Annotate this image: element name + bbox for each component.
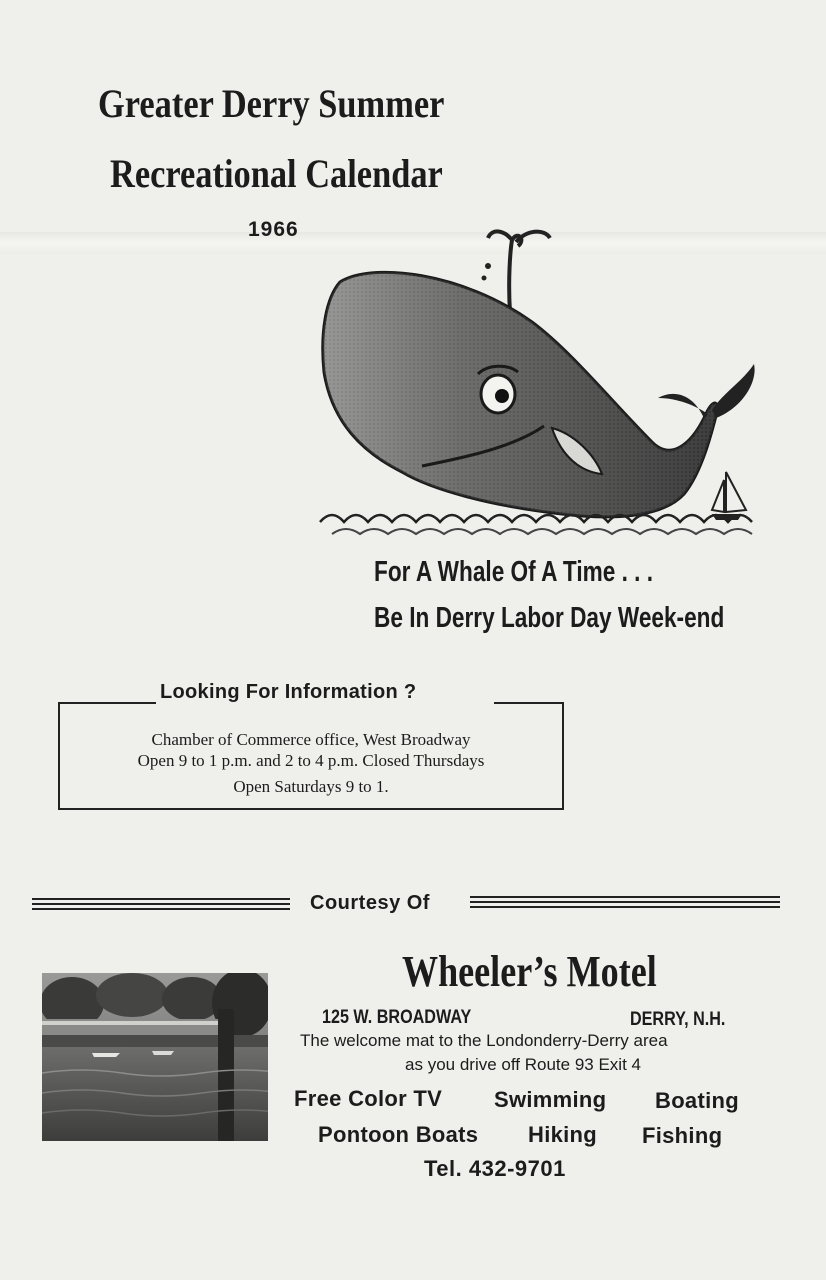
info-line-1: Chamber of Commerce office, West Broadway — [151, 730, 471, 749]
slogan-line-1: For A Whale Of A Time . . . — [374, 556, 654, 588]
motel-name: Wheeler’s Motel — [402, 947, 657, 996]
amenity-swimming: Swimming — [494, 1087, 607, 1112]
whale-illustration — [312, 222, 772, 542]
motel-lake-photo — [42, 973, 268, 1141]
amenity-fishing: Fishing — [642, 1123, 723, 1148]
info-heading: Looking For Information ? — [160, 681, 417, 703]
amenity-free-color-tv: Free Color TV — [294, 1086, 443, 1111]
courtesy-label: Courtesy Of — [310, 892, 430, 914]
courtesy-rule-right — [470, 896, 780, 910]
title-line-1: Greater Derry Summer — [98, 81, 445, 126]
year: 1966 — [248, 218, 299, 241]
motel-address: 125 W. BROADWAY — [322, 1007, 472, 1028]
motel-phone: Tel. 432-9701 — [424, 1156, 566, 1181]
info-line-3: Open Saturdays 9 to 1. — [233, 777, 389, 796]
courtesy-rule-left — [32, 898, 290, 910]
welcome-line-2: as you drive off Route 93 Exit 4 — [405, 1055, 641, 1074]
motel-city: DERRY, N.H. — [630, 1009, 726, 1030]
amenity-boating: Boating — [655, 1088, 739, 1113]
amenity-pontoon-boats: Pontoon Boats — [318, 1122, 479, 1147]
info-line-2: Open 9 to 1 p.m. and 2 to 4 p.m. Closed Thursdays — [137, 751, 485, 770]
slogan-line-2: Be In Derry Labor Day Week-end — [374, 602, 725, 634]
title-line-2: Recreational Calendar — [110, 151, 443, 196]
welcome-line-1: The welcome mat to the Londonderry-Derry area — [300, 1031, 668, 1050]
amenity-hiking: Hiking — [528, 1122, 598, 1147]
